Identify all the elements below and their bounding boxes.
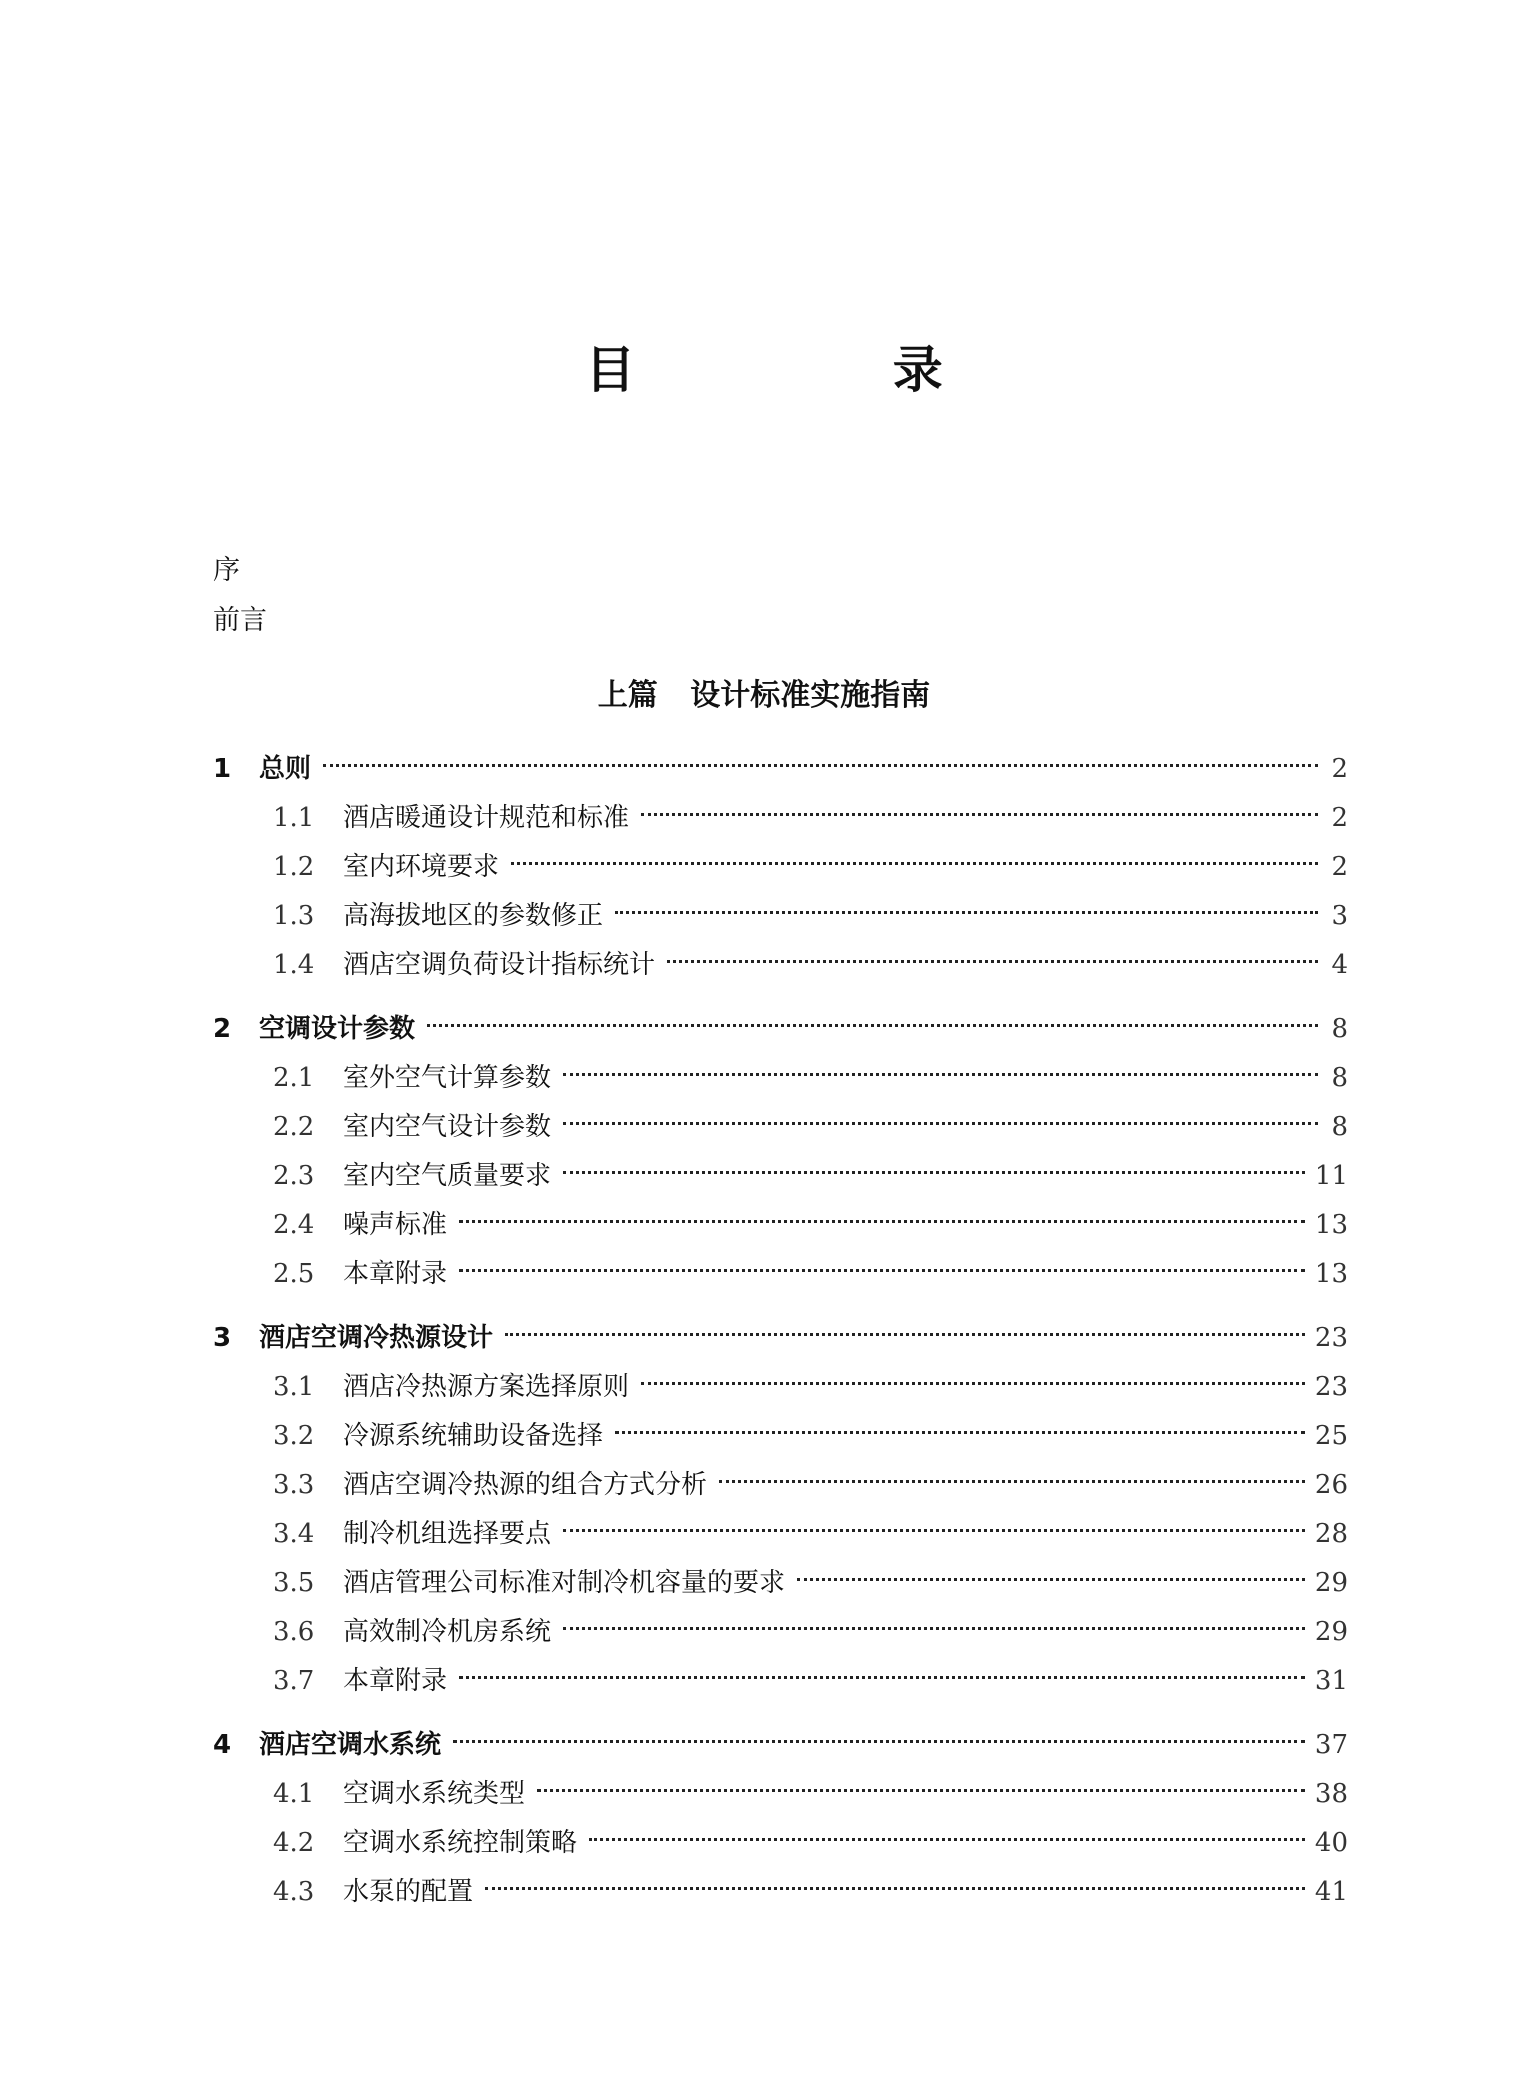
chapter-number: 1 <box>213 754 232 784</box>
section-title: 酒店管理公司标准对制冷机容量的要求 <box>343 1568 786 1598</box>
toc-section-entry[interactable] <box>213 1868 1348 1917</box>
dot-leader <box>485 1887 1305 1890</box>
section-title: 室外空气计算参数 <box>343 1063 552 1093</box>
dot-leader <box>615 911 1318 914</box>
page-number: 4 <box>1331 950 1348 980</box>
page-number: 40 <box>1314 1828 1348 1858</box>
chapter-number: 3 <box>213 1323 232 1353</box>
toc-section-entry[interactable] <box>213 794 1348 843</box>
toc-section-entry[interactable] <box>213 1770 1348 1819</box>
section-number: 3.4 <box>273 1519 315 1549</box>
toc-section-entry[interactable] <box>213 1510 1348 1559</box>
toc-section-entry[interactable] <box>213 1412 1348 1461</box>
dot-leader <box>667 960 1318 963</box>
page-number: 23 <box>1314 1323 1348 1353</box>
chapter-title: 酒店空调冷热源设计 <box>259 1323 494 1353</box>
page-number: 8 <box>1331 1112 1348 1142</box>
page-number: 37 <box>1314 1730 1348 1760</box>
toc-section-entry[interactable] <box>213 1250 1348 1299</box>
section-title: 水泵的配置 <box>343 1877 474 1907</box>
dot-leader <box>459 1676 1305 1679</box>
section-number: 1.1 <box>273 803 315 833</box>
dot-leader <box>641 813 1318 816</box>
toc-chapter-entry[interactable] <box>213 1721 1348 1770</box>
section-number: 3.1 <box>273 1372 315 1402</box>
section-title: 酒店空调冷热源的组合方式分析 <box>343 1470 708 1500</box>
toc-section-entry[interactable] <box>213 843 1348 892</box>
section-title: 本章附录 <box>343 1666 448 1696</box>
section-number: 4.3 <box>273 1877 315 1907</box>
section-number: 3.2 <box>273 1421 315 1451</box>
dot-leader <box>459 1220 1305 1223</box>
toc-section-entry[interactable] <box>213 1201 1348 1250</box>
toc-chapter-entry[interactable] <box>213 745 1348 794</box>
dot-leader <box>453 1740 1305 1743</box>
page-number: 3 <box>1331 901 1348 931</box>
section-title: 酒店空调负荷设计指标统计 <box>343 950 656 980</box>
section-title: 冷源系统辅助设备选择 <box>343 1421 604 1451</box>
section-title: 酒店冷热源方案选择原则 <box>343 1372 630 1402</box>
toc-chapter-entry[interactable] <box>213 1005 1348 1054</box>
chapter-number: 4 <box>213 1730 232 1760</box>
page-number: 29 <box>1314 1568 1348 1598</box>
toc-section-entry[interactable] <box>213 1103 1348 1152</box>
toc-chapter-entry[interactable] <box>213 1314 1348 1363</box>
section-number: 1.4 <box>273 950 315 980</box>
section-title: 室内空气质量要求 <box>343 1161 552 1191</box>
section-title: 酒店暖通设计规范和标准 <box>343 803 630 833</box>
section-number: 1.2 <box>273 852 315 882</box>
toc-section-entry[interactable] <box>213 1819 1348 1868</box>
page-number: 25 <box>1314 1421 1348 1451</box>
page-title: 目 录 <box>585 341 1063 399</box>
section-title: 高海拔地区的参数修正 <box>343 901 604 931</box>
page-number: 29 <box>1314 1617 1348 1647</box>
section-title: 制冷机组选择要点 <box>343 1519 552 1549</box>
dot-leader <box>641 1382 1305 1385</box>
section-title: 空调水系统控制策略 <box>343 1828 578 1858</box>
page-number: 28 <box>1314 1519 1348 1549</box>
section-number: 2.1 <box>273 1063 315 1093</box>
page-number: 13 <box>1314 1210 1348 1240</box>
part-title: 上篇 设计标准实施指南 <box>597 678 931 713</box>
page-number: 8 <box>1331 1014 1348 1044</box>
front-matter-preface: 序 <box>213 555 240 586</box>
toc-section-entry[interactable] <box>213 1363 1348 1412</box>
dot-leader <box>563 1073 1318 1076</box>
page-number: 31 <box>1314 1666 1348 1696</box>
page-number: 38 <box>1314 1779 1348 1809</box>
table-of-contents <box>213 745 1348 1917</box>
chapter-title: 酒店空调水系统 <box>259 1730 442 1760</box>
page-number: 8 <box>1331 1063 1348 1093</box>
section-number: 2.2 <box>273 1112 315 1142</box>
dot-leader <box>323 764 1318 767</box>
chapter-title: 空调设计参数 <box>259 1014 416 1044</box>
section-number: 2.4 <box>273 1210 315 1240</box>
chapter-title: 总则 <box>259 754 312 784</box>
section-title: 高效制冷机房系统 <box>343 1617 552 1647</box>
dot-leader <box>427 1024 1318 1027</box>
toc-section-entry[interactable] <box>213 1152 1348 1201</box>
section-number: 2.5 <box>273 1259 315 1289</box>
page-number: 2 <box>1331 852 1348 882</box>
dot-leader <box>719 1480 1305 1483</box>
page-number: 41 <box>1314 1877 1348 1907</box>
section-number: 3.7 <box>273 1666 315 1696</box>
dot-leader <box>589 1838 1305 1841</box>
dot-leader <box>563 1529 1305 1532</box>
page-number: 11 <box>1314 1161 1348 1191</box>
section-number: 4.1 <box>273 1779 315 1809</box>
toc-section-entry[interactable] <box>213 1559 1348 1608</box>
toc-section-entry[interactable] <box>213 1657 1348 1706</box>
dot-leader <box>615 1431 1305 1434</box>
page-number: 2 <box>1331 803 1348 833</box>
section-number: 3.6 <box>273 1617 315 1647</box>
dot-leader <box>537 1789 1305 1792</box>
toc-section-entry[interactable] <box>213 1461 1348 1510</box>
section-title: 室内环境要求 <box>343 852 500 882</box>
section-number: 2.3 <box>273 1161 315 1191</box>
chapter-number: 2 <box>213 1014 232 1044</box>
section-title: 本章附录 <box>343 1259 448 1289</box>
page-number: 13 <box>1314 1259 1348 1289</box>
dot-leader <box>505 1333 1305 1336</box>
section-number: 3.3 <box>273 1470 315 1500</box>
section-title: 噪声标准 <box>343 1210 448 1240</box>
dot-leader <box>459 1269 1305 1272</box>
dot-leader <box>563 1171 1305 1174</box>
section-number: 4.2 <box>273 1828 315 1858</box>
page-number: 23 <box>1314 1372 1348 1402</box>
front-matter-foreword: 前言 <box>213 605 267 636</box>
dot-leader <box>563 1122 1318 1125</box>
dot-leader <box>563 1627 1305 1630</box>
section-title: 空调水系统类型 <box>343 1779 526 1809</box>
toc-section-entry[interactable] <box>213 1054 1348 1103</box>
page-number: 2 <box>1331 754 1348 784</box>
section-number: 1.3 <box>273 901 315 931</box>
section-number: 3.5 <box>273 1568 315 1598</box>
dot-leader <box>511 862 1318 865</box>
toc-section-entry[interactable] <box>213 941 1348 990</box>
toc-section-entry[interactable] <box>213 892 1348 941</box>
toc-section-entry[interactable] <box>213 1608 1348 1657</box>
section-title: 室内空气设计参数 <box>343 1112 552 1142</box>
page-number: 26 <box>1314 1470 1348 1500</box>
dot-leader <box>797 1578 1305 1581</box>
